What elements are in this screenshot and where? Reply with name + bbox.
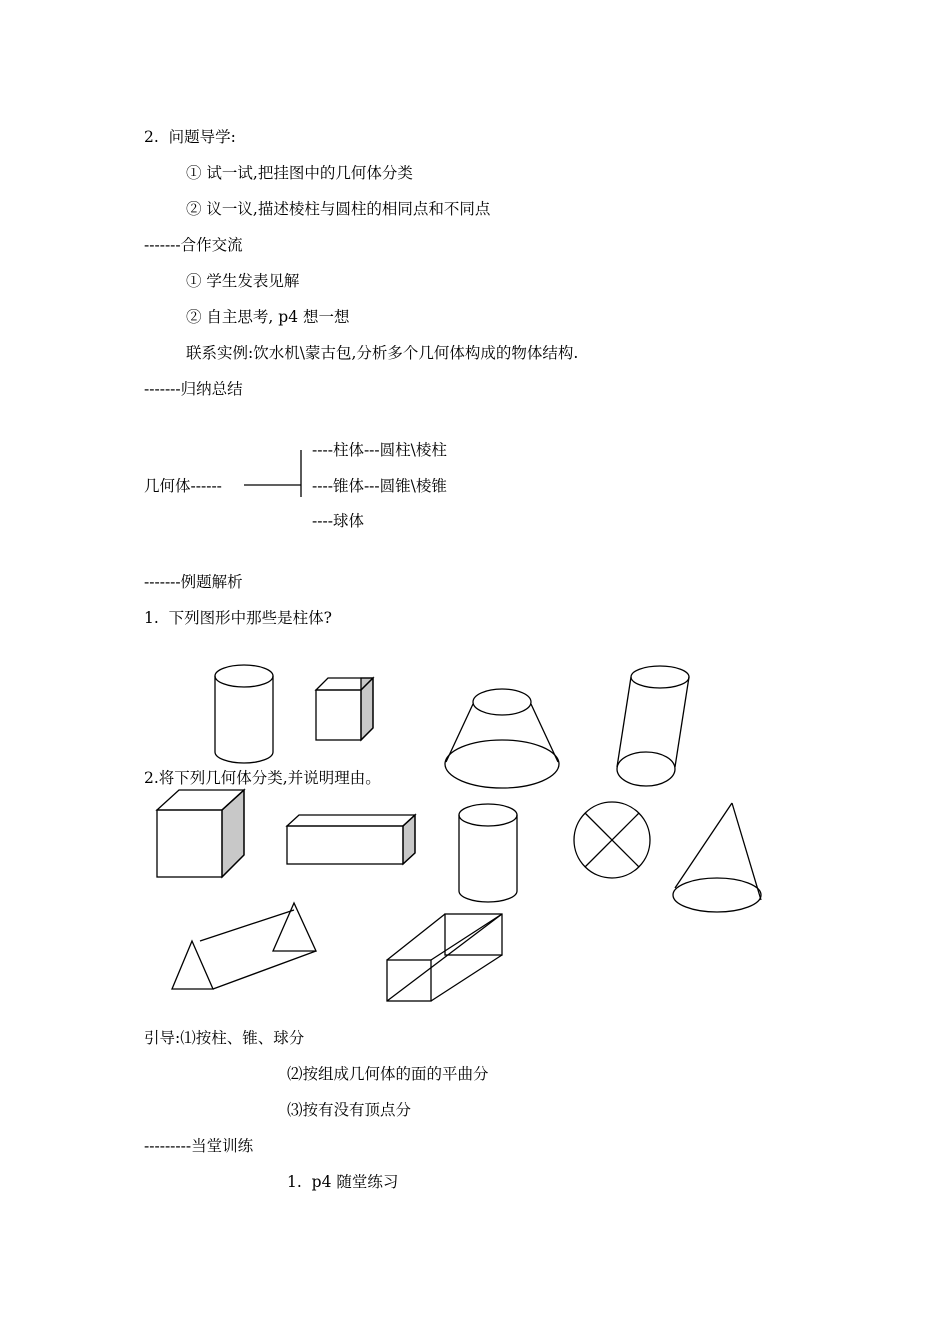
- guide-item-2: ⑵按组成几何体的面的平曲分: [287, 1065, 489, 1083]
- oblique-cylinder-figure: [617, 666, 689, 786]
- cylinder-figure-2: [459, 804, 517, 902]
- example-question-1: 1. 下列图形中那些是柱体?: [144, 609, 332, 627]
- practice-item-1: 1. p4 随堂练习: [287, 1173, 399, 1191]
- cone-figure: [673, 803, 761, 912]
- summary-heading: -------归纳总结: [144, 380, 243, 398]
- cube-figure-1: [316, 678, 373, 740]
- cube-figure-2: [157, 790, 244, 877]
- section2-heading: 2. 问题导学:: [144, 128, 236, 146]
- guide-label: 引导:⑴按柱、锥、球分: [144, 1029, 305, 1047]
- practice-heading: ---------当堂训练: [144, 1137, 254, 1155]
- triangular-prism-figure: [172, 903, 316, 989]
- cylinder-figure-1: [215, 665, 273, 763]
- cooperation-item-2: ② 自主思考, p4 想一想: [186, 308, 350, 326]
- classification-bracket: [244, 450, 301, 497]
- guide-item-3: ⑶按有没有顶点分: [287, 1101, 412, 1119]
- summary-branch-prism: ----柱体---圆柱\棱柱: [312, 441, 447, 459]
- cooperation-example: 联系实例:饮水机\蒙古包,分析多个几何体构成的物体结构.: [186, 344, 579, 362]
- summary-branch-cone: ----锥体---圆锥\棱锥: [312, 477, 447, 495]
- sphere-figure: [574, 802, 650, 878]
- cooperation-item-1: ① 学生发表见解: [186, 272, 300, 290]
- summary-branch-sphere: ----球体: [312, 512, 364, 530]
- section2-item-1: ① 试一试,把挂图中的几何体分类: [186, 164, 413, 182]
- example-question-2: 2.将下列几何体分类,并说明理由。: [144, 769, 381, 787]
- section2-item-2: ② 议一议,描述棱柱与圆柱的相同点和不同点: [186, 200, 491, 218]
- frustum-figure: [445, 689, 559, 788]
- cooperation-heading: -------合作交流: [144, 236, 243, 254]
- examples-heading: -------例题解析: [144, 573, 243, 591]
- summary-root: 几何体------: [144, 477, 222, 495]
- diagonal-box-figure: [387, 914, 502, 1001]
- rectangular-prism-figure: [287, 815, 415, 864]
